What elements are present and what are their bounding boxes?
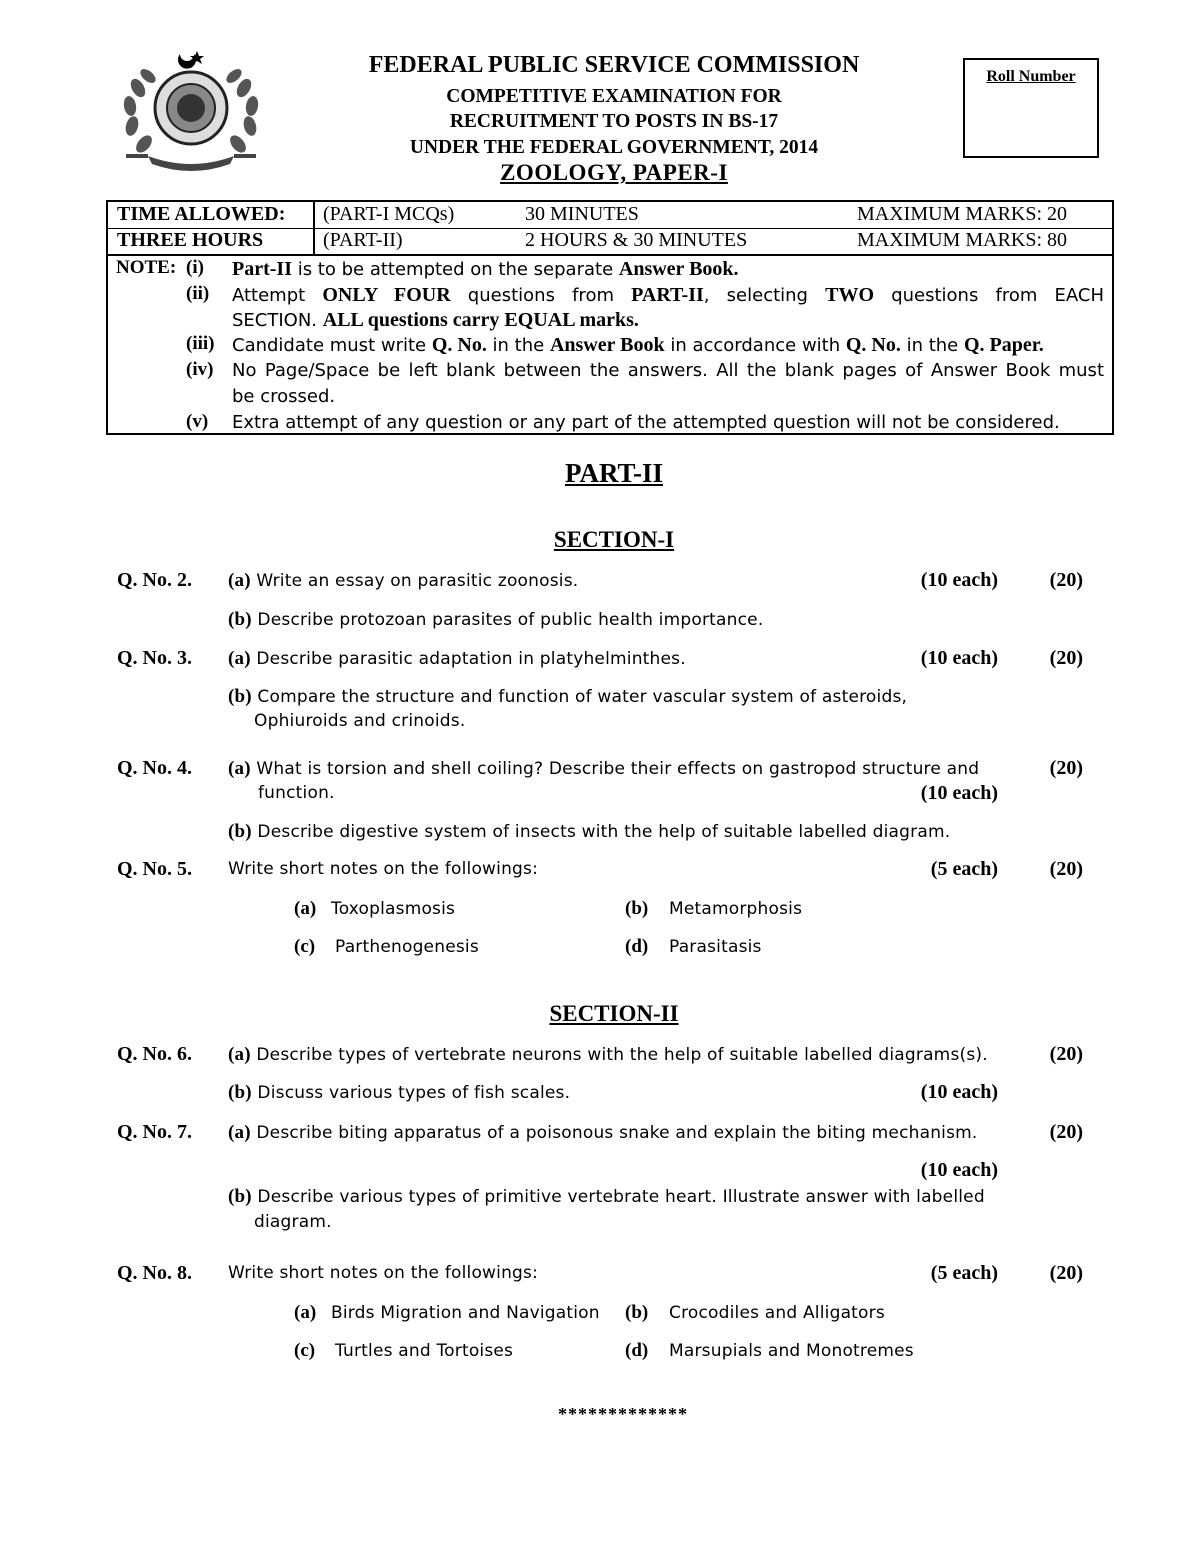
sub-item-label: (a): [294, 1302, 317, 1323]
marks-each: (5 each): [930, 1262, 998, 1284]
marks-each: (5 each): [930, 858, 998, 880]
question-part: (b) Describe digestive system of insects with the help of suitable labelled diagram.: [228, 821, 951, 842]
sub-item: Parasitasis: [669, 937, 762, 957]
question-number: Q. No. 2.: [117, 569, 192, 591]
note-prefix: NOTE:: [116, 257, 177, 278]
marks-total: (20): [1049, 1043, 1083, 1065]
part-title: PART-II: [564, 458, 664, 488]
marks-total: (20): [1049, 647, 1083, 669]
part1-label: (PART-I MCQs): [323, 203, 455, 225]
sub-item-label: (c): [294, 1340, 316, 1361]
note-3: Candidate must write Q. No. in the Answer Book in accordance with Q. No. in the Q. Paper.: [232, 334, 1044, 356]
sub-item: Crocodiles and Alligators: [669, 1303, 885, 1323]
sub-item: Marsupials and Monotremes: [669, 1341, 914, 1361]
sub-item-label: (d): [625, 936, 649, 957]
part1-time: 30 MINUTES: [525, 203, 639, 225]
marks-each: (10 each): [920, 647, 998, 669]
question-part: (b) Compare the structure and function of water vascular system of asteroids,: [228, 686, 908, 707]
part2-time: 2 HOURS & 30 MINUTES: [525, 229, 748, 251]
question-number: Q. No. 8.: [117, 1262, 192, 1284]
question-part: (a) Write an essay on parasitic zoonosis.: [228, 570, 579, 591]
sub-item-label: (d): [625, 1340, 649, 1361]
question-number: Q. No. 4.: [117, 757, 192, 779]
note-4: No Page/Space be left blank between the answers. All the blank pages of Answer Book must: [232, 360, 1104, 381]
question-part: (b) Discuss various types of fish scales.: [228, 1082, 571, 1103]
part1-marks: MAXIMUM MARKS: 20: [857, 203, 1068, 225]
marks-total: (20): [1049, 569, 1083, 591]
note-5: Extra attempt of any question or any part of the attempted question will not be considered.: [232, 412, 1060, 433]
question-part: (a) What is torsion and shell coiling? Describe their effects on gastropod structure and: [228, 758, 980, 779]
question-part: (a) Describe biting apparatus of a poisonous snake and explain the biting mechanism.: [228, 1122, 978, 1143]
sub-item: Parthenogenesis: [335, 937, 479, 957]
note-1: Part-II is to be attempted on the separate Answer Book.: [232, 258, 739, 280]
marks-each: (10 each): [920, 782, 998, 804]
question-part: (b) Describe various types of primitive vertebrate heart. Illustrate answer with labelled: [228, 1186, 985, 1207]
roll-number-label: Roll Number: [986, 68, 1076, 85]
sub-item-label: (a): [294, 898, 317, 919]
part2-marks: MAXIMUM MARKS: 80: [857, 229, 1068, 251]
note-label: (i): [186, 257, 204, 278]
question-intro: Write short notes on the followings:: [228, 1263, 539, 1283]
note-label: (ii): [186, 283, 210, 304]
question-number: Q. No. 3.: [117, 647, 192, 669]
divider: [313, 200, 315, 255]
marks-each: (10 each): [920, 569, 998, 591]
sub-item-label: (c): [294, 936, 316, 957]
three-hours-label: THREE HOURS: [117, 229, 264, 251]
question-part: (a) Describe types of vertebrate neurons with the help of suitable labelled diagrams(s).: [228, 1044, 988, 1065]
exam-line-1: COMPETITIVE EXAMINATION FOR: [446, 86, 782, 107]
section-1-title: SECTION-I: [553, 527, 675, 552]
marks-each: (10 each): [920, 1081, 998, 1103]
note-label: (iii): [186, 333, 215, 354]
note-2-cont: SECTION. ALL questions carry EQUAL marks.: [232, 309, 639, 331]
question-intro: Write short notes on the followings:: [228, 859, 539, 879]
roll-number-box: [963, 58, 1099, 158]
end-marker: *************: [558, 1404, 688, 1424]
question-part-cont: Ophiuroids and crinoids.: [254, 711, 466, 731]
exam-line-3: UNDER THE FEDERAL GOVERNMENT, 2014: [409, 137, 819, 158]
paper-title: ZOOLOGY, PAPER-I: [500, 160, 728, 185]
marks-total: (20): [1049, 757, 1083, 779]
sub-item: Birds Migration and Navigation: [331, 1303, 600, 1323]
marks-total: (20): [1049, 1121, 1083, 1143]
sub-item: Toxoplasmosis: [331, 899, 456, 919]
commission-title: FEDERAL PUBLIC SERVICE COMMISSION: [368, 52, 860, 78]
question-number: Q. No. 7.: [117, 1121, 192, 1143]
sub-item-label: (b): [625, 1302, 649, 1323]
sub-item: Turtles and Tortoises: [335, 1341, 514, 1361]
question-part: (a) Describe parasitic adaptation in platyhelminthes.: [228, 648, 686, 669]
note-label: (iv): [186, 359, 214, 380]
sub-item-label: (b): [625, 898, 649, 919]
note-2: Attempt ONLY FOUR questions from PART-II, selecting TWO questions from EACH: [232, 284, 1104, 306]
question-part-cont: diagram.: [254, 1212, 332, 1232]
question-number: Q. No. 5.: [117, 858, 192, 880]
sub-item: Metamorphosis: [669, 899, 803, 919]
question-number: Q. No. 6.: [117, 1043, 192, 1065]
question-part-cont: function.: [258, 783, 335, 803]
exam-line-2: RECRUITMENT TO POSTS IN BS-17: [449, 111, 779, 132]
marks-total: (20): [1049, 858, 1083, 880]
note-4-cont: be crossed.: [232, 386, 336, 407]
question-part: (b) Describe protozoan parasites of public health importance.: [228, 609, 764, 630]
part2-label: (PART-II): [323, 229, 403, 251]
marks-each: (10 each): [920, 1159, 998, 1181]
note-label: (v): [186, 411, 209, 432]
time-allowed-label: TIME ALLOWED:: [117, 203, 286, 225]
section-2-title: SECTION-II: [549, 1001, 679, 1026]
marks-total: (20): [1049, 1262, 1083, 1284]
